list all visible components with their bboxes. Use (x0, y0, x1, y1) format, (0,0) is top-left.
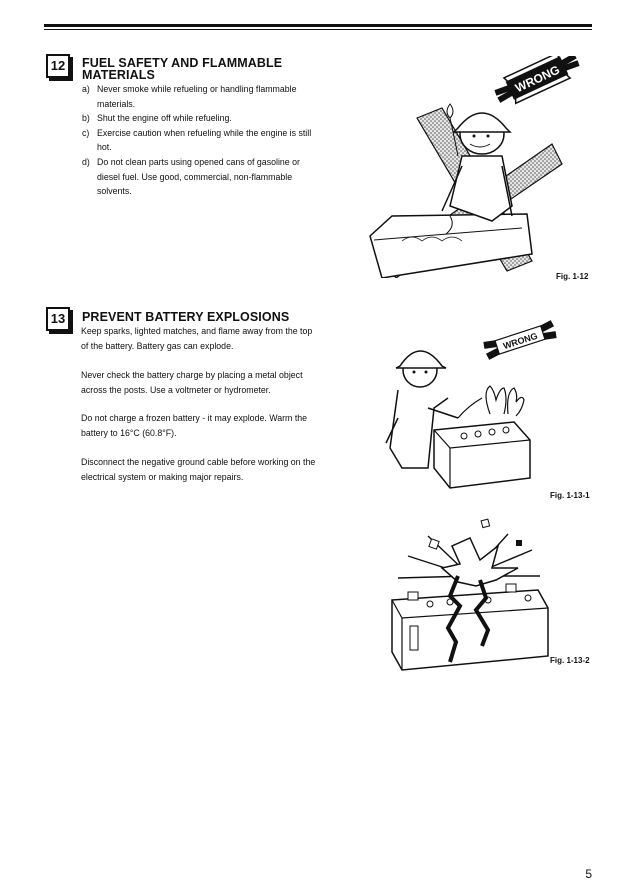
figure-1-13-2-label: Fig. 1-13-2 (550, 656, 590, 665)
wrong-badge-text: WRONG (501, 330, 539, 352)
figure-1-12-label: Fig. 1-12 (556, 272, 589, 281)
section-13-paragraph-1: Keep sparks, lighted matches, and flame away from the top of the battery. Battery gas can explode. (81, 326, 313, 351)
figure-1-13-1-illustration (378, 318, 560, 490)
section-13-number: 13 (46, 307, 70, 331)
list-text: Do not clean parts using opened cans of gasoline or diesel fuel. Use good, commercial, non-flammable solvents. (97, 156, 300, 197)
section-13-paragraph-2: Never check the battery charge by placing a metal object across the posts. Use a voltmeter or hydrometer. (81, 370, 303, 395)
section-13-paragraph-4: Disconnect the negative ground cable before working on the electrical system or making major repairs. (81, 457, 316, 482)
list-marker: a) (82, 84, 90, 94)
wrong-badge-text: WRONG (513, 62, 562, 96)
section-13-title: PREVENT BATTERY EXPLOSIONS (82, 310, 290, 324)
section-12-number: 12 (46, 54, 70, 78)
page-number: 5 (585, 867, 592, 881)
list-item (82, 126, 322, 155)
list-marker: c) (82, 127, 90, 138)
list-text: Exercise caution when refueling while the engine is still hot. (97, 127, 312, 153)
top-rule-thick (44, 24, 592, 27)
figure-1-13-2-illustration (388, 516, 552, 676)
figure-1-12-illustration (362, 56, 594, 278)
list-marker: d) (82, 156, 90, 167)
section-12-list (82, 82, 322, 199)
list-text: Never smoke while refueling or handling flammable materials. (97, 84, 297, 109)
section-12-title-line1: FUEL SAFETY AND FLAMMABLE (82, 56, 283, 70)
list-item (82, 155, 322, 199)
list-marker: b) (82, 113, 90, 124)
top-rule-thin (44, 29, 592, 30)
list-item (82, 82, 322, 111)
figure-1-13-1-label: Fig. 1-13-1 (550, 491, 590, 500)
section-13-paragraph-3: Do not charge a frozen battery - it may explode. Warm the battery to 16°C (60.8°F). (81, 413, 308, 438)
section-12-title-line2: MATERIALS (82, 68, 155, 82)
list-item (82, 111, 322, 126)
list-text: Shut the engine off while refueling. (97, 113, 232, 124)
